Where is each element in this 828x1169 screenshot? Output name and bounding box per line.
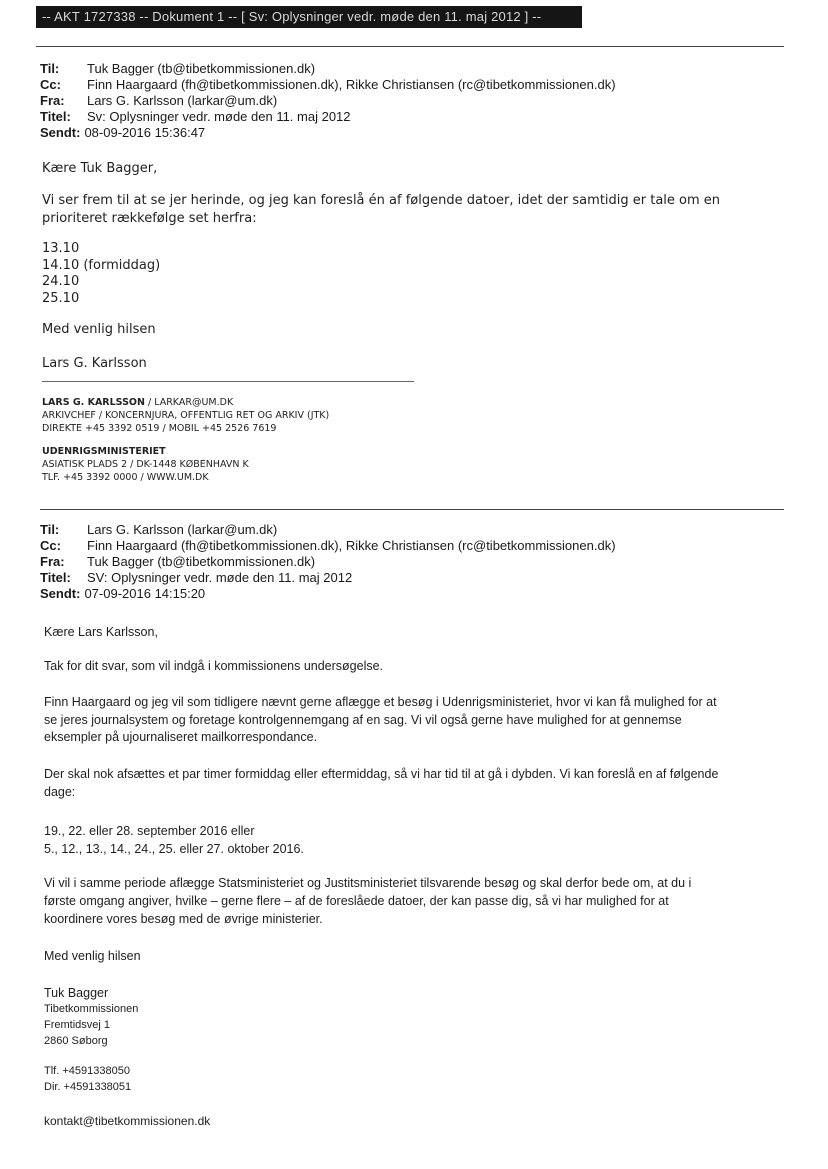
date-item: 5., 12., 13., 14., 24., 25. eller 27. oktober 2016. (44, 842, 304, 856)
header-subject: Titel: Sv: Oplysninger vedr. møde den 11. maj 2012 (40, 109, 351, 124)
email2-paragraph-4: Vi vil i samme periode aflægge Statsministeriet og Justitsministeriet tilsvarende besøg og skal derfor bede om, at du i første omgang angiver, hvilke – gerne flere – af de foreslåede datoer, der kan passe dig, så vi har mulighed for at koordinere vores besøg med de øvrige ministerier. (44, 876, 692, 926)
email1-closing: Med venlig hilsen (42, 322, 156, 337)
email2-dates (44, 822, 304, 858)
signature-divider (42, 381, 414, 382)
header-cc: Cc: Finn Haargaard (fh@tibetkommissionen.dk), Rikke Christiansen (rc@tibetkommissionen.dk) (40, 77, 616, 92)
document-banner: -- AKT 1727338 -- Dokument 1 -- [ Sv: Oplysninger vedr. møde den 11. maj 2012 ] -- (36, 6, 582, 28)
date-item: 25.10 (42, 290, 80, 306)
email1-greeting: Kære Tuk Bagger, (42, 161, 158, 176)
header-cc: Cc: Finn Haargaard (fh@tibetkommissionen.dk), Rikke Christiansen (rc@tibetkommissionen.dk) (40, 538, 616, 553)
email2-paragraph-3: Der skal nok afsættes et par timer formiddag eller eftermiddag, så vi har tid til at gå i dybden. Vi kan foreslå en af følgende dage: (44, 767, 719, 799)
email1-dates (42, 241, 160, 307)
date-item: 19., 22. eller 28. september 2016 eller (44, 824, 255, 838)
email2-closing: Med venlig hilsen (44, 949, 141, 963)
header-to: Til: Tuk Bagger (tb@tibetkommissionen.dk) (40, 61, 316, 76)
signature-name: Tuk Bagger (44, 986, 109, 1000)
divider-top (36, 46, 784, 47)
date-item: 14.10 (formiddag) (42, 257, 161, 273)
email2-paragraph-2: Finn Haargaard og jeg vil som tidligere nævnt gerne aflægge et besøg i Udenrigsministeriet, hvor vi kan få mulighed for at se jeres journalsystem og foretage kontrolgennemgang af en sag. Vi vil også gerne have mulighed for at gennemse eksempler på ujournaliseret mailkorrespondance. (44, 695, 717, 744)
email2-paragraph-1: Tak for dit svar, som vil indgå i kommissionens undersøgelse. (44, 659, 384, 673)
header-to: Til: Lars G. Karlsson (larkar@um.dk) (40, 522, 278, 537)
header-sent: Sendt: 07-09-2016 14:15:20 (40, 586, 206, 601)
email2-signature: Tuk Bagger Tibetkommissionen Fremtidsvej 1 2860 Søborg Tlf. +4591338050 Dir. +4591338051 (44, 986, 139, 1093)
header-sent: Sendt: 08-09-2016 15:36:47 (40, 125, 206, 140)
email2-greeting: Kære Lars Karlsson, (44, 625, 158, 639)
header-from: Fra: Tuk Bagger (tb@tibetkommissionen.dk) (40, 554, 316, 569)
date-item: 24.10 (42, 274, 80, 289)
date-item: 13.10 (42, 241, 80, 256)
email1-sender-name: Lars G. Karlsson (42, 356, 147, 371)
header-subject: Titel: SV: Oplysninger vedr. møde den 11. maj 2012 (40, 570, 353, 585)
email1-signature: LARS G. KARLSSON / LARKAR@UM.DK ARKIVCHEF / KONCERNJURA, OFFENTLIG RET OG ARKIV (JTK) DIREKTE +45 3392 0519 / MOBIL +45 2526 7619 UDENRIGSMINISTERIET ASIATISK PLADS 2 / DK-1448 KØBENHAVN K TLF. +45 3392 0000 / WWW.UM.DK (42, 397, 330, 483)
header-from: Fra: Lars G. Karlsson (larkar@um.dk) (40, 93, 278, 108)
divider-middle (40, 509, 784, 510)
email1-header (40, 61, 616, 141)
email2-contact-email: kontakt@tibetkommissionen.dk (44, 1114, 211, 1128)
email2-header (40, 522, 616, 602)
email1-paragraph: Vi ser frem til at se jer herinde, og jeg kan foreslå én af følgende datoer, idet der samtidig er tale om en prioriteret rækkefølge set herfra: (42, 193, 721, 226)
